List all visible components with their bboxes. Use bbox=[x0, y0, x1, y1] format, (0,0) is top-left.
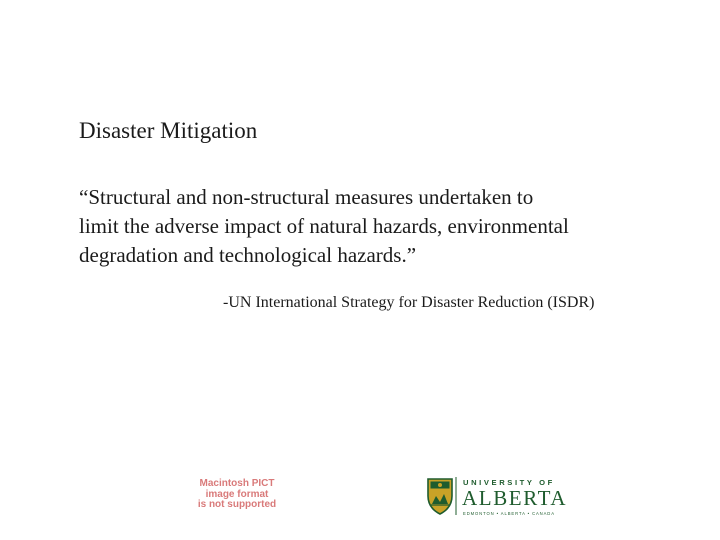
logo-university-of: UNIVERSITY OF bbox=[463, 478, 555, 487]
quote-line: limit the adverse impact of natural hazards, environmental bbox=[79, 214, 569, 238]
quote-line: degradation and technological hazards.” bbox=[79, 243, 417, 267]
logo-location: EDMONTON • ALBERTA • CANADA bbox=[463, 511, 555, 516]
quote-attribution: -UN International Strategy for Disaster Reduction (ISDR) bbox=[223, 294, 595, 311]
unsupported-image-placeholder bbox=[186, 479, 288, 511]
placeholder-line: Macintosh PICT bbox=[199, 478, 275, 489]
slide-title: Disaster Mitigation bbox=[79, 118, 258, 143]
definition-quote bbox=[79, 183, 659, 270]
placeholder-line: is not supported bbox=[197, 499, 277, 510]
quote-line: “Structural and non-structural measures undertaken to bbox=[79, 185, 534, 209]
university-of-alberta-logo bbox=[425, 474, 573, 518]
placeholder-line: image format bbox=[205, 488, 269, 500]
university-crest-icon bbox=[428, 479, 452, 514]
logo-alberta: ALBERTA bbox=[462, 486, 568, 510]
